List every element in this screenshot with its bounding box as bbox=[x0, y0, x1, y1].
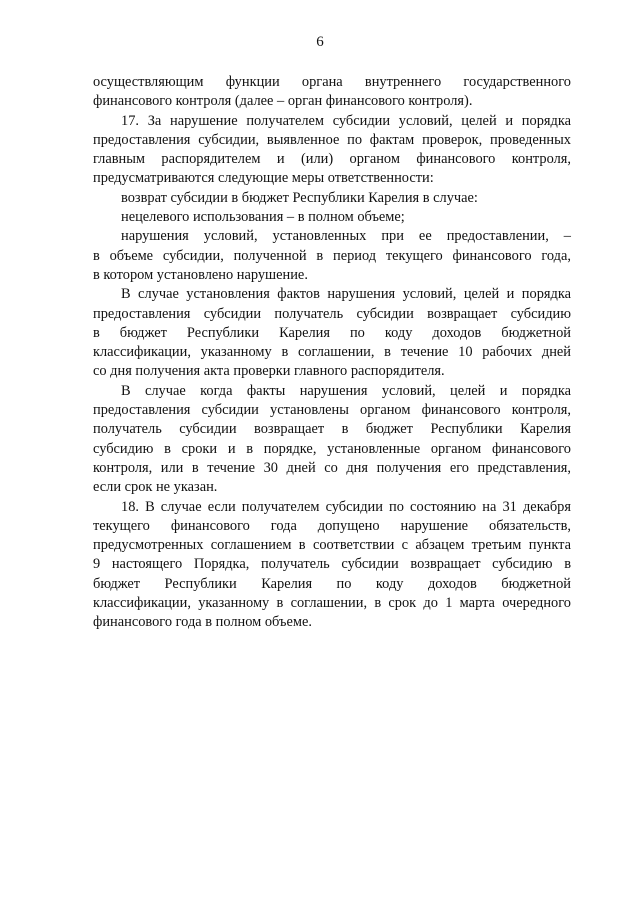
page-number: 6 bbox=[316, 34, 324, 50]
text-line: В случае установления фактов нарушения условий, целей и порядка bbox=[121, 286, 571, 303]
text-line: в объеме субсидии, полученной в период текущего финансового года, bbox=[93, 247, 571, 264]
text-line: предоставления субсидии, выявленное по фактам проверок, проведенных bbox=[93, 131, 571, 148]
text-line: 18. В случае если получателем субсидии по состоянию на 31 декабря bbox=[121, 498, 571, 515]
text-line: предусматриваются следующие меры ответственности: bbox=[93, 170, 434, 187]
text-line: нарушения условий, установленных при ее предоставлении, – bbox=[121, 228, 571, 245]
text-line: субсидию в сроки и в порядке, установленные органом финансового bbox=[93, 440, 571, 457]
text-line: текущего финансового года допущено нарушение обязательств, bbox=[93, 517, 571, 534]
text-line: возврат субсидии в бюджет Республики Карелия в случае: bbox=[121, 189, 478, 206]
document-body bbox=[93, 73, 571, 633]
text-line: со дня получения акта проверки главного распорядителя. bbox=[93, 363, 445, 380]
text-line: контроля, или в течение 30 дней со дня получения его представления, bbox=[93, 459, 571, 476]
text-line: финансового года в полном объеме. bbox=[93, 614, 312, 631]
text-line: 17. За нарушение получателем субсидии условий, целей и порядка bbox=[121, 112, 571, 129]
text-line: классификации, указанному в соглашении, в течение 10 рабочих дней bbox=[93, 344, 571, 361]
text-line: предоставления субсидии получатель субсидии возвращает субсидию bbox=[93, 305, 571, 322]
text-line: в бюджет Республики Карелия по коду доходов бюджетной bbox=[93, 324, 571, 341]
text-line: 9 настоящего Порядка, получатель субсидии возвращает субсидию в bbox=[93, 556, 571, 573]
text-line: бюджет Республики Карелия по коду доходов бюджетной bbox=[93, 575, 571, 592]
text-line: предоставления субсидии установлены органом финансового контроля, bbox=[93, 402, 571, 419]
text-line: в котором установлено нарушение. bbox=[93, 266, 308, 283]
text-line: классификации, указанному в соглашении, в срок до 1 марта очередного bbox=[93, 595, 571, 612]
text-line: В случае когда факты нарушения условий, целей и порядка bbox=[121, 382, 571, 399]
text-line: если срок не указан. bbox=[93, 479, 218, 496]
text-line: нецелевого использования – в полном объеме; bbox=[121, 209, 405, 226]
text-line: главным распорядителем и (или) органом финансового контроля, bbox=[93, 151, 571, 168]
text-line: финансового контроля (далее – орган финансового контроля). bbox=[93, 93, 473, 110]
text-line: осуществляющим функции органа внутреннего государственного bbox=[93, 74, 571, 90]
text-line: предусмотренных соглашением в соответствии с абзацем третьим пункта bbox=[93, 537, 571, 554]
text-line: получатель субсидии возвращает в бюджет Республики Карелия bbox=[93, 421, 571, 438]
